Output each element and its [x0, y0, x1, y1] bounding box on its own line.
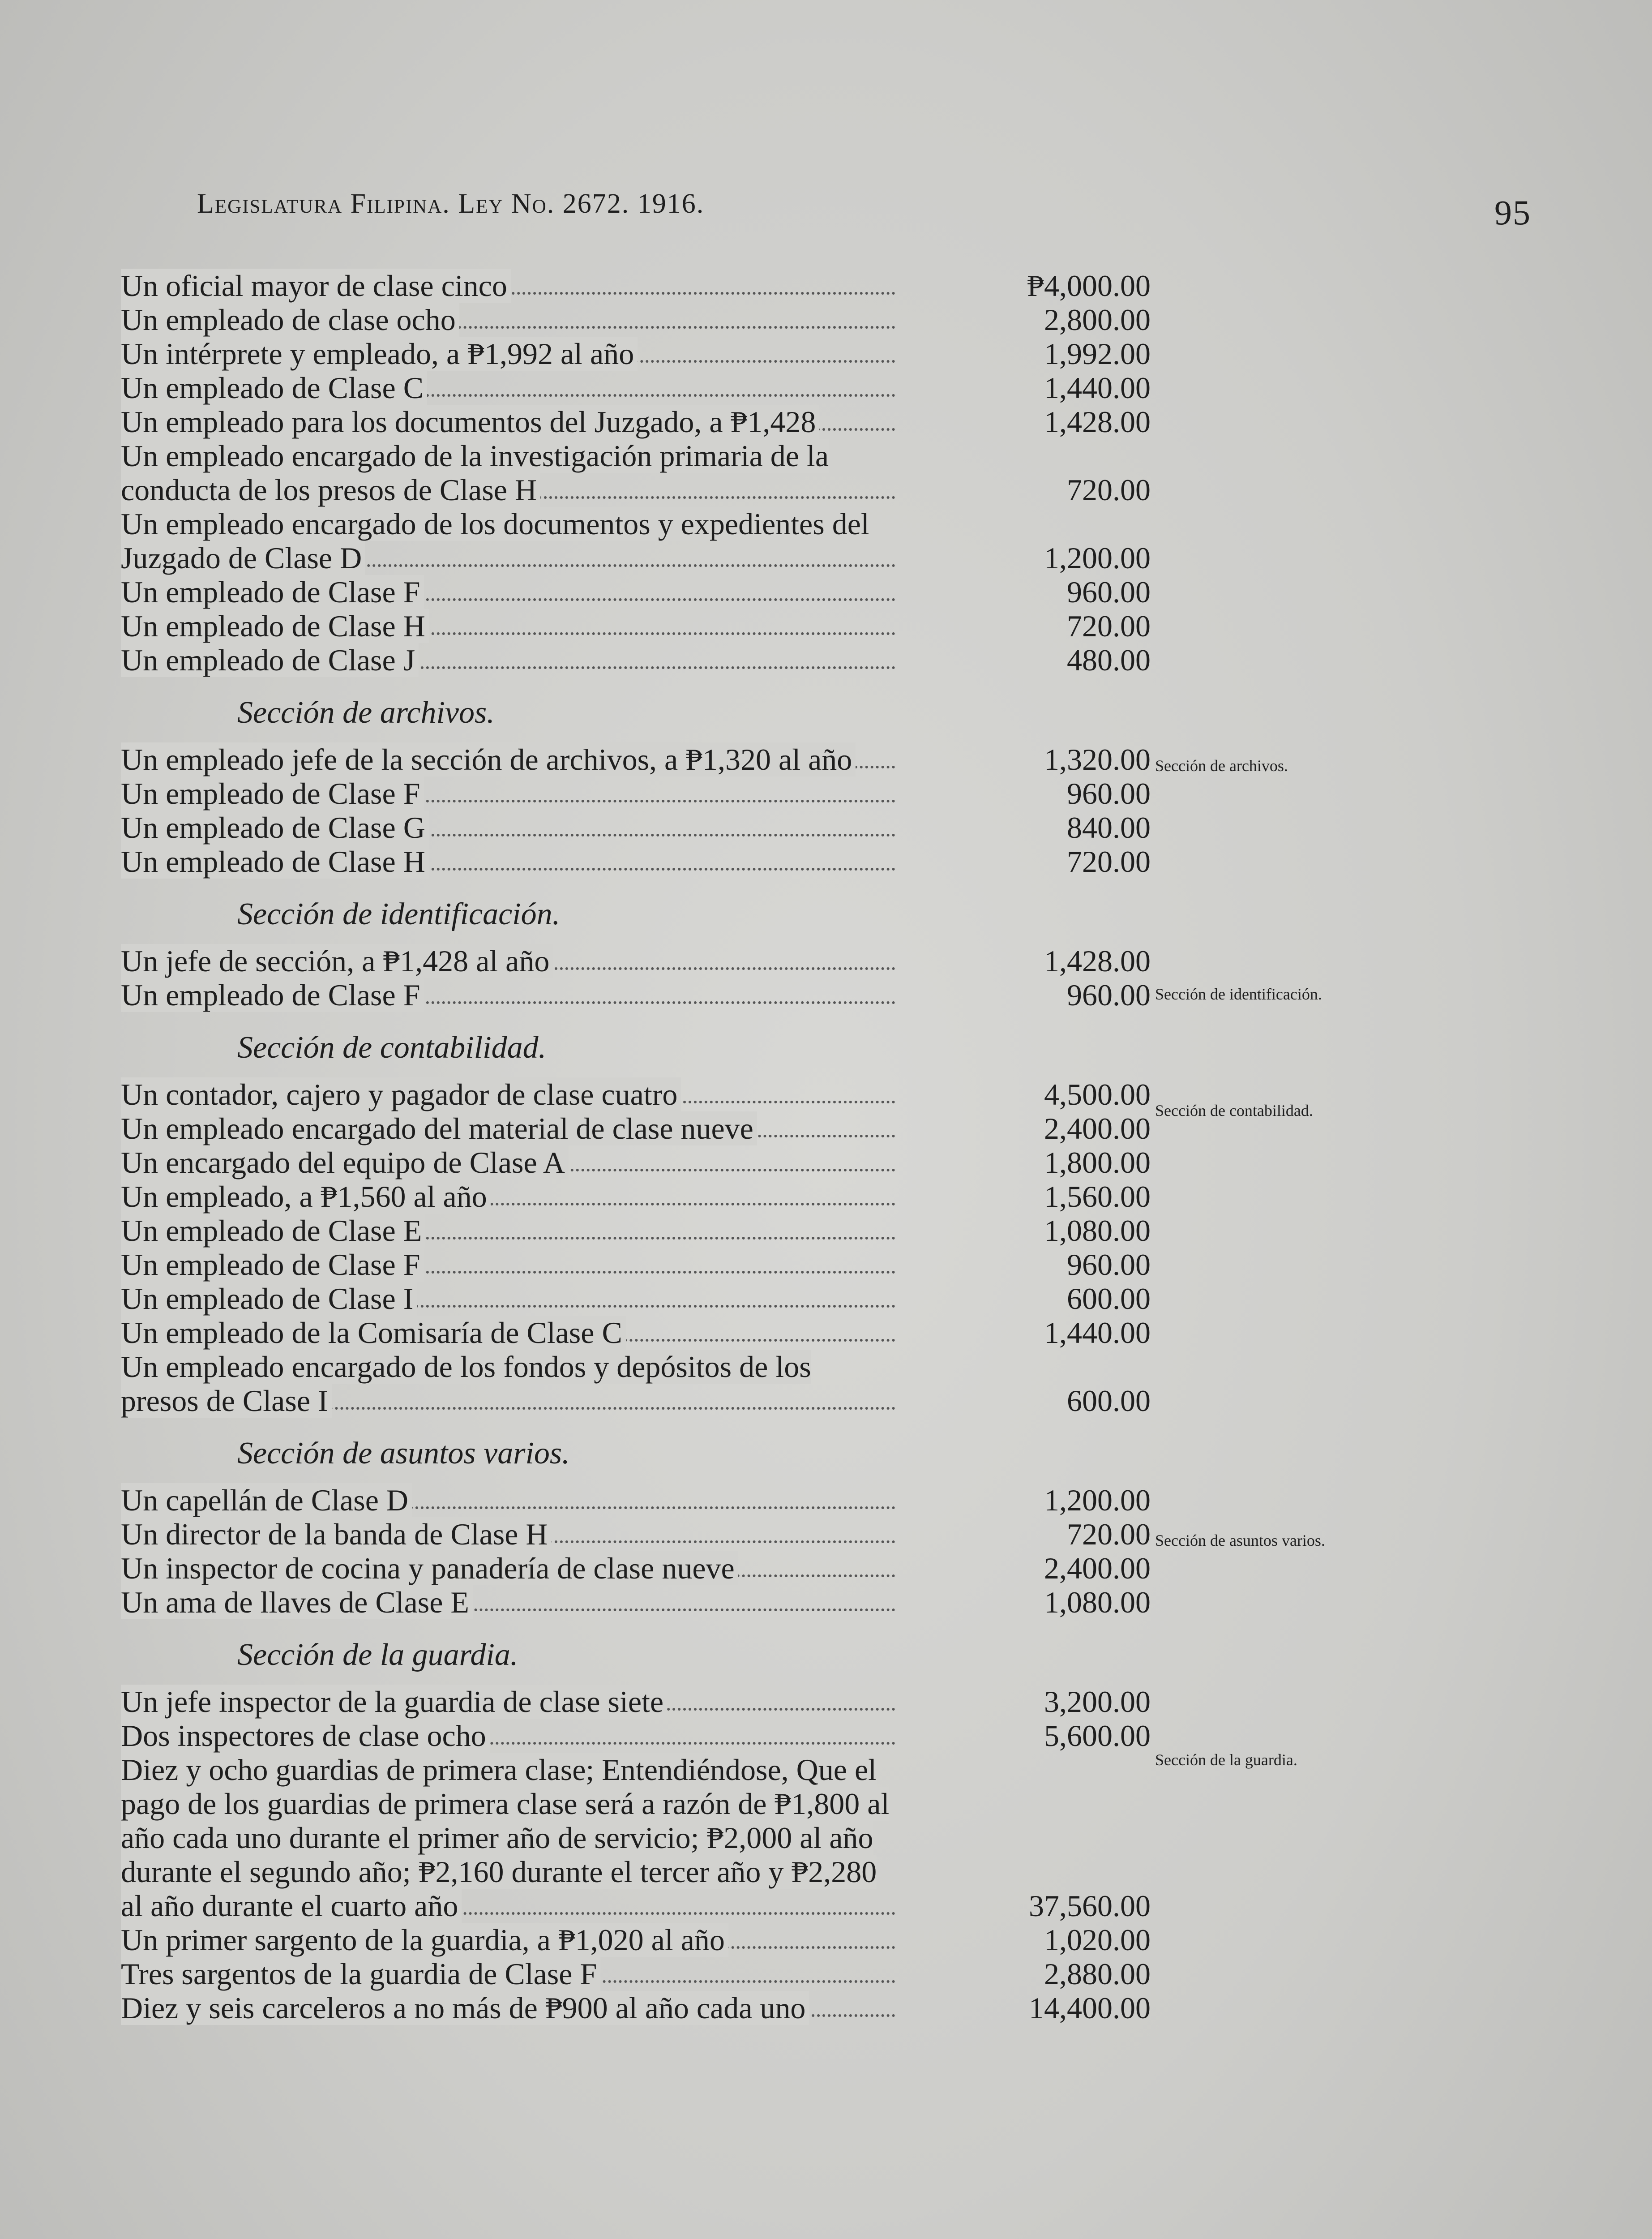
- ledger-row: [121, 1282, 1151, 1316]
- ledger-row: [121, 1551, 1151, 1585]
- item-description: [121, 337, 895, 371]
- item-description: [121, 1719, 895, 1753]
- ledger-row: [121, 776, 1151, 811]
- item-description: [121, 1111, 895, 1145]
- ledger-row: [121, 405, 1151, 439]
- item-description-text: Un empleado de Clase G: [121, 811, 429, 845]
- item-description-text: Un contador, cajero y pagador de clase cuatro: [121, 1077, 681, 1111]
- item-description-text: Un empleado de Clase F: [121, 1248, 424, 1282]
- item-amount: 1,200.00: [1044, 541, 1151, 575]
- item-description: [121, 1585, 895, 1619]
- item-description: [121, 371, 895, 405]
- item-amount: 1,428.00: [1044, 944, 1151, 978]
- ledger-row: [121, 1753, 1151, 1923]
- item-description: [121, 1214, 895, 1248]
- item-description: [121, 1145, 895, 1180]
- item-amount: 960.00: [1067, 1248, 1151, 1282]
- ledger-row: [121, 742, 1151, 776]
- item-description-text: Dos inspectores de clase ocho: [121, 1719, 490, 1753]
- item-description: [121, 1551, 895, 1585]
- item-description-text: Un jefe de sección, a ₱1,428 al año: [121, 944, 553, 978]
- page-number: 95: [1494, 193, 1531, 232]
- item-amount: 960.00: [1067, 575, 1151, 609]
- ledger-row: [121, 1316, 1151, 1350]
- item-description: [121, 1180, 895, 1214]
- item-description: [121, 575, 895, 609]
- ledger-row: [121, 845, 1151, 879]
- item-amount: 600.00: [1067, 1282, 1151, 1316]
- item-description: [121, 609, 895, 643]
- item-amount: 2,880.00: [1044, 1957, 1151, 1991]
- item-amount: 1,428.00: [1044, 405, 1151, 439]
- item-amount: 1,800.00: [1044, 1145, 1151, 1180]
- running-title: Legislatura Filipina. Ley No. 2672. 1916.: [197, 189, 705, 219]
- ledger-row: [121, 303, 1151, 337]
- item-amount: ₱4,000.00: [1027, 269, 1151, 303]
- item-description: [121, 1248, 895, 1282]
- item-amount: 1,320.00: [1044, 742, 1151, 776]
- item-amount: 1,080.00: [1044, 1585, 1151, 1619]
- ledger-row: [121, 337, 1151, 371]
- margin-note-identificacion: Sección de identificación.: [1155, 985, 1322, 1003]
- item-amount: 960.00: [1067, 776, 1151, 811]
- item-description-text: Un empleado encargado de los documentos y expedientes del Juzgado de Clase D: [121, 507, 869, 575]
- item-description: [121, 439, 895, 507]
- item-description: [121, 742, 895, 776]
- item-description: [121, 269, 895, 303]
- item-amount: 4,500.00: [1044, 1077, 1151, 1111]
- ledger-row: [121, 1483, 1151, 1517]
- ledger-row: [121, 1957, 1151, 1991]
- item-description-text: Un empleado de Clase H: [121, 609, 429, 643]
- item-description-text: Un empleado de Clase E: [121, 1214, 425, 1248]
- item-description-text: Un empleado de Clase F: [121, 776, 424, 811]
- ledger-row: [121, 1350, 1151, 1418]
- margin-note-guardia: Sección de la guardia.: [1155, 1751, 1297, 1769]
- item-description: [121, 1753, 895, 1923]
- item-description-text: Un primer sargento de la guardia, a ₱1,020 al año: [121, 1923, 728, 1957]
- item-description-text: Tres sargentos de la guardia de Clase F: [121, 1957, 600, 1991]
- item-description: [121, 944, 895, 978]
- ledger-row: [121, 575, 1151, 609]
- item-description-text: Un capellán de Clase D: [121, 1483, 412, 1517]
- item-description-text: Diez y ocho guardias de primera clase; Entendiéndose, Que el pago de los guardias de primera clase será a razón de ₱1,800 al año cada uno durante el primer año de servicio; ₱2,000 al año durante el segundo año; ₱2,160 durante el tercer año y ₱2,280 al año durante el cuarto año: [121, 1753, 890, 1923]
- item-description: [121, 845, 895, 879]
- item-amount: 960.00: [1067, 978, 1151, 1012]
- item-amount: 840.00: [1067, 811, 1151, 845]
- item-amount: 37,560.00: [1029, 1889, 1151, 1923]
- item-description: [121, 811, 895, 845]
- item-amount: 1,560.00: [1044, 1180, 1151, 1214]
- section-heading: Sección de identificación.: [237, 897, 561, 931]
- item-amount: 2,400.00: [1044, 1111, 1151, 1145]
- margin-note-asuntos-varios: Sección de asuntos varios.: [1155, 1531, 1325, 1549]
- ledger-row: [121, 1214, 1151, 1248]
- item-description-text: Un jefe inspector de la guardia de clase siete: [121, 1685, 667, 1719]
- ledger-row: [121, 609, 1151, 643]
- ledger-row: [121, 1517, 1151, 1551]
- item-description-text: Un empleado encargado del material de clase nueve: [121, 1111, 757, 1145]
- item-amount: 720.00: [1067, 473, 1151, 507]
- item-description-text: Un empleado de Clase C: [121, 371, 427, 405]
- item-amount: 14,400.00: [1029, 1991, 1151, 2025]
- item-amount: 1,440.00: [1044, 371, 1151, 405]
- ledger-row: [121, 1719, 1151, 1753]
- ledger-row: [121, 1923, 1151, 1957]
- item-description-text: Un intérprete y empleado, a ₱1,992 al año: [121, 337, 638, 371]
- item-description: [121, 1923, 895, 1957]
- item-description: [121, 1077, 895, 1111]
- item-amount: 720.00: [1067, 845, 1151, 879]
- item-description-text: Un director de la banda de Clase H: [121, 1517, 552, 1551]
- item-description: [121, 1957, 895, 1991]
- ledger-row: [121, 1585, 1151, 1619]
- item-description-text: Un empleado encargado de la investigación primaria de la conducta de los presos de Clase H: [121, 439, 829, 507]
- item-description: [121, 1991, 895, 2025]
- item-description-text: Un empleado de Clase H: [121, 845, 429, 879]
- item-amount: 1,992.00: [1044, 337, 1151, 371]
- item-description-text: Un encargado del equipo de Clase A: [121, 1145, 569, 1180]
- ledger-row: [121, 944, 1151, 978]
- ledger-row: [121, 1077, 1151, 1111]
- ledger-row: [121, 1111, 1151, 1145]
- item-description: [121, 1483, 895, 1517]
- ledger-row: [121, 1145, 1151, 1180]
- ledger-row: [121, 507, 1151, 575]
- item-amount: 720.00: [1067, 609, 1151, 643]
- item-description: [121, 405, 895, 439]
- item-amount: 2,800.00: [1044, 303, 1151, 337]
- item-description: [121, 1282, 895, 1316]
- item-description-text: Un empleado de Clase J: [121, 643, 419, 677]
- running-header: [197, 188, 1531, 232]
- item-description-text: Diez y seis carceleros a no más de ₱900 al año cada uno: [121, 1991, 809, 2025]
- section-heading: Sección de contabilidad.: [237, 1030, 547, 1065]
- ledger-row: [121, 269, 1151, 303]
- item-description-text: Un ama de llaves de Clase E: [121, 1585, 473, 1619]
- item-description: [121, 1316, 895, 1350]
- item-description-text: Un empleado para los documentos del Juzgado, a ₱1,428: [121, 405, 819, 439]
- section-heading: Sección de archivos.: [237, 695, 495, 730]
- ledger-row: [121, 811, 1151, 845]
- ledger-row: [121, 1685, 1151, 1719]
- section-heading: Sección de asuntos varios.: [237, 1436, 570, 1471]
- margin-note-archivos: Sección de archivos.: [1155, 757, 1288, 775]
- item-description: [121, 1517, 895, 1551]
- item-description-text: Un empleado jefe de la sección de archivos, a ₱1,320 al año: [121, 742, 856, 776]
- item-amount: 720.00: [1067, 1517, 1151, 1551]
- item-amount: 3,200.00: [1044, 1685, 1151, 1719]
- item-description-text: Un empleado encargado de los fondos y depósitos de los presos de Clase I: [121, 1350, 811, 1418]
- item-description-text: Un empleado de Clase I: [121, 1282, 417, 1316]
- item-description: [121, 1350, 895, 1418]
- item-description: [121, 303, 895, 337]
- ledger-row: [121, 371, 1151, 405]
- ledger-row: [121, 978, 1151, 1012]
- item-description-text: Un inspector de cocina y panadería de clase nueve: [121, 1551, 738, 1585]
- item-amount: 1,020.00: [1044, 1923, 1151, 1957]
- section-heading: Sección de la guardia.: [237, 1638, 518, 1672]
- appropriation-ledger: [121, 269, 1151, 2025]
- margin-note-contabilidad: Sección de contabilidad.: [1155, 1102, 1313, 1120]
- ledger-row: [121, 643, 1151, 677]
- item-description-text: Un empleado de Clase F: [121, 575, 424, 609]
- item-description-text: Un empleado de clase ocho: [121, 303, 459, 337]
- item-description: [121, 643, 895, 677]
- item-description: [121, 776, 895, 811]
- ledger-row: [121, 439, 1151, 507]
- ledger-row: [121, 1180, 1151, 1214]
- item-description-text: Un empleado de Clase F: [121, 978, 424, 1012]
- item-description: [121, 1685, 895, 1719]
- item-description-text: Un empleado, a ₱1,560 al año: [121, 1180, 491, 1214]
- item-amount: 1,440.00: [1044, 1316, 1151, 1350]
- item-amount: 480.00: [1067, 643, 1151, 677]
- ledger-row: [121, 1991, 1151, 2025]
- item-description: [121, 978, 895, 1012]
- item-amount: 2,400.00: [1044, 1551, 1151, 1585]
- item-amount: 1,080.00: [1044, 1214, 1151, 1248]
- ledger-row: [121, 1248, 1151, 1282]
- item-description-text: Un empleado de la Comisaría de Clase C: [121, 1316, 626, 1350]
- item-amount: 600.00: [1067, 1384, 1151, 1418]
- item-description: [121, 507, 895, 575]
- item-amount: 5,600.00: [1044, 1719, 1151, 1753]
- item-description-text: Un oficial mayor de clase cinco: [121, 269, 511, 303]
- item-amount: 1,200.00: [1044, 1483, 1151, 1517]
